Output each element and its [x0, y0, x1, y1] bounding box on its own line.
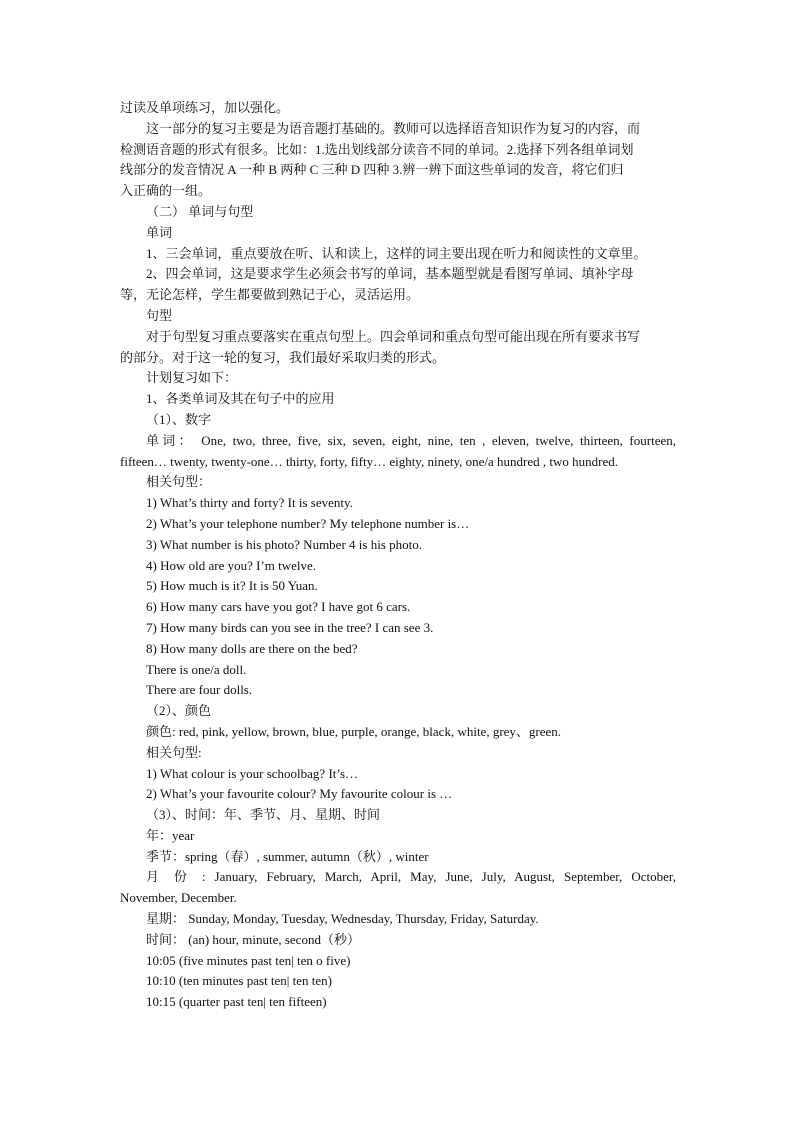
- text-line: November, December.: [120, 890, 237, 906]
- text-line: 月 份 : January, February, March, April, May, June, July, August, September, October,: [146, 869, 676, 885]
- text-line: 句型: [146, 307, 173, 323]
- text-line: 过读及单项练习，加以强化。: [120, 100, 290, 115]
- text-line: 1、各类单词及其在句子中的应用: [146, 391, 335, 407]
- text-line: （二） 单词与句型: [146, 203, 254, 219]
- text-line: 相关句型：: [146, 474, 212, 490]
- text-line: 8) How many dolls are there on the bed?: [146, 640, 358, 656]
- text-line: There is one/a doll.: [146, 661, 247, 677]
- text-line: 2) What’s your favourite colour? My favourite colour is …: [146, 786, 453, 802]
- text-line: 5) How much is it? It is 50 Yuan.: [146, 578, 318, 594]
- text-line: 10:10 (ten minutes past ten| ten ten): [146, 973, 333, 989]
- text-line: 季节：spring（春）, summer, autumn（秋）, winter: [146, 848, 429, 864]
- text-line: 年：year: [146, 827, 195, 843]
- text-line: 1) What colour is your schoolbag? It’s…: [146, 765, 359, 781]
- text-line: （2）、颜色: [146, 703, 212, 719]
- text-line: 对于句型复习重点要落实在重点句型上。四会单词和重点句型可能出现在所有要求书写: [146, 328, 641, 344]
- text-line: 1、三会单词，重点要放在听、认和读上，这样的词主要出现在听力和阅读性的文章里。: [146, 245, 647, 261]
- text-line: 颜色: red, pink, yellow, brown, blue, purple, orange, black, white, grey、green.: [146, 723, 562, 739]
- text-line: 相关句型:: [146, 744, 202, 760]
- document-page: [120, 98, 676, 1013]
- text-line: 的部分。对于这一轮的复习，我们最好采取归类的形式。: [120, 349, 446, 365]
- text-line: 2、四会单词，这是要求学生必须会书写的单词，基本题型就是看图写单词、填补字母: [146, 266, 634, 282]
- text-line: 线部分的发音情况 A 一种 B 两种 C 三种 D 四种 3.辨一辨下面这些单词的发音，将它们归: [120, 162, 624, 178]
- text-line: 2) What’s your telephone number? My telephone number is…: [146, 515, 470, 531]
- text-line: （3）、时间：年、季节、月、星期、时间: [146, 807, 381, 823]
- text-line: 3) What number is his photo? Number 4 is his photo.: [146, 536, 422, 552]
- text-line: 6) How many cars have you got? I have got 6 cars.: [146, 599, 411, 615]
- text-line: 单词: [146, 224, 173, 240]
- text-line: 1) What’s thirty and forty? It is seventy.: [146, 495, 353, 511]
- text-line: 10:15 (quarter past ten| ten fifteen): [146, 994, 327, 1010]
- text-line: 这一部分的复习主要是为语音题打基础的。教师可以选择语音知识作为复习的内容，而: [146, 120, 641, 136]
- text-line: 4) How old are you? I’m twelve.: [146, 557, 317, 573]
- text-line: 入正确的一组。: [120, 183, 212, 199]
- text-line: 7) How many birds can you see in the tree? I can see 3.: [146, 619, 434, 635]
- text-line: There are four dolls.: [146, 682, 253, 698]
- text-line: fifteen… twenty, twenty-one… thirty, forty, fifty… eighty, ninety, one/a hundred , two hundred.: [120, 453, 618, 469]
- text-line: 检测语音题的形式有很多。比如：1.选出划线部分读音不同的单词。2.选择下列各组单词划: [120, 141, 634, 157]
- text-line: 时间： (an) hour, minute, second（秒）: [146, 931, 360, 947]
- text-line: （1）、数字: [146, 411, 212, 427]
- text-line: 计划复习如下：: [146, 370, 238, 386]
- text-line: 单词： One, two, three, five, six, seven, eight, nine, ten , eleven, twelve, thirteen, fourteen,: [146, 432, 676, 448]
- text-line: 等，无论怎样，学生都要做到熟记于心，灵活运用。: [120, 287, 420, 303]
- text-line: 10:05 (five minutes past ten| ten o five): [146, 952, 351, 968]
- text-line: 星期： Sunday, Monday, Tuesday, Wednesday, Thursday, Friday, Saturday.: [146, 911, 539, 927]
